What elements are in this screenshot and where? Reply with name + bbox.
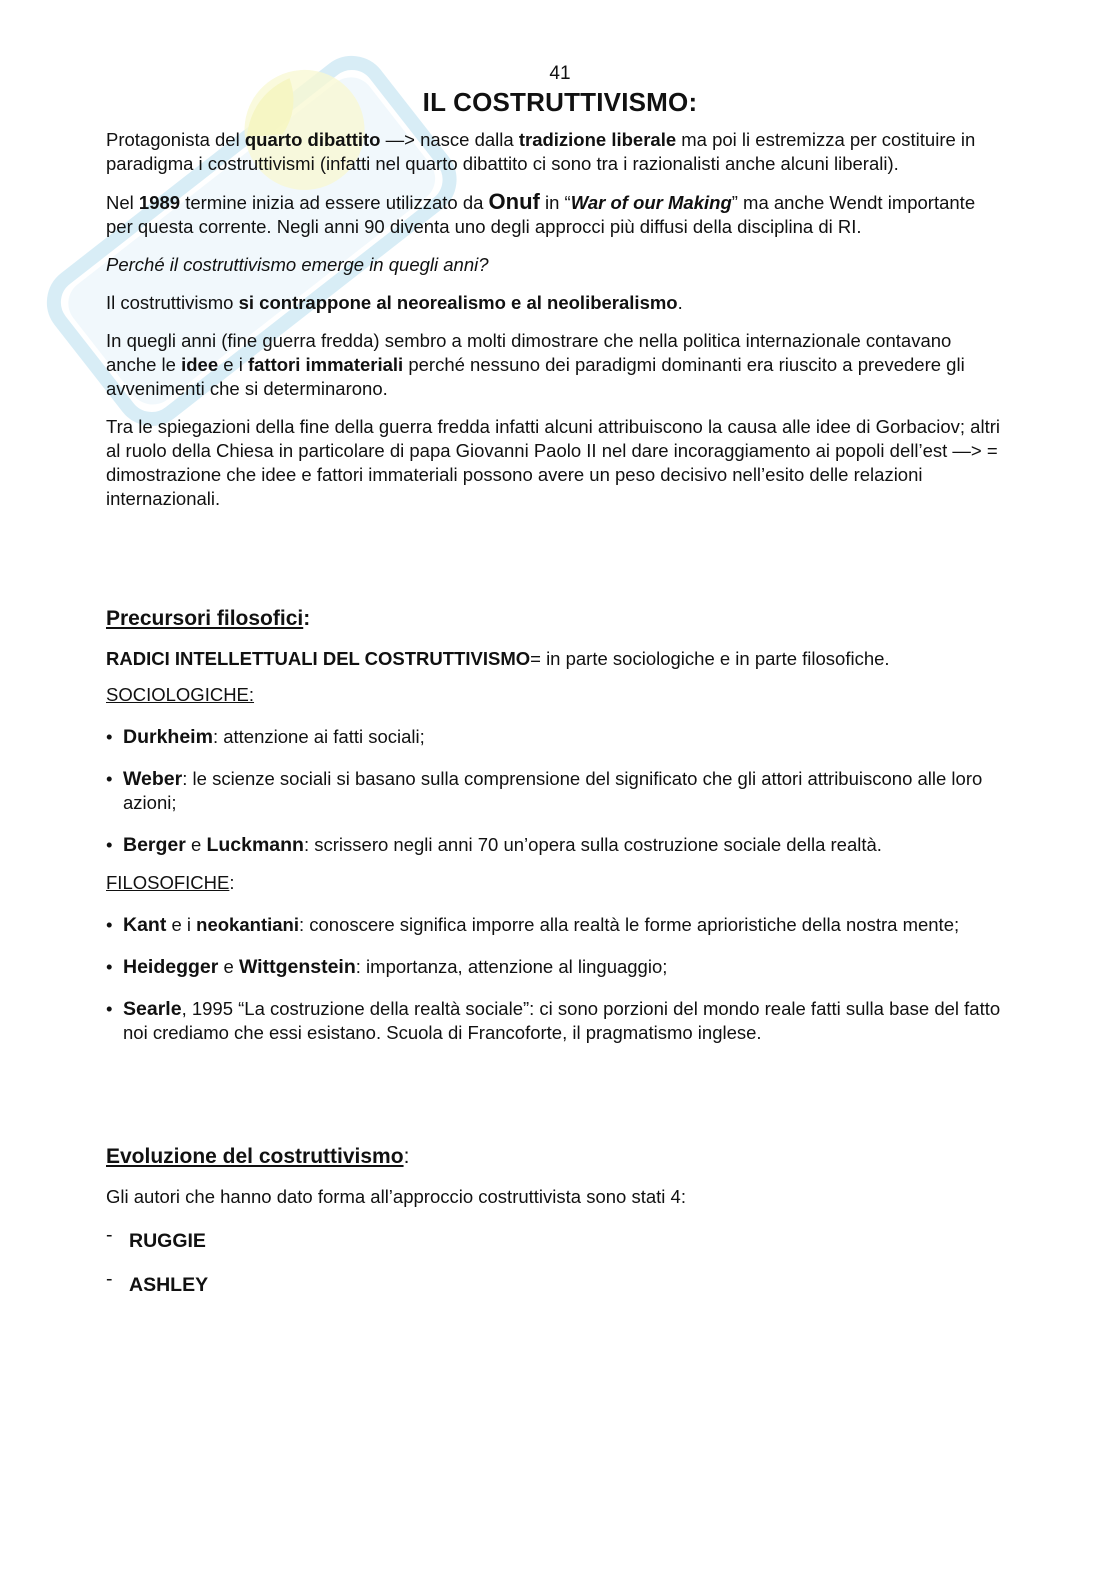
list-item: • Berger e Luckmann: scrissero negli anni 70 un’opera sulla costruzione sociale della realtà. bbox=[106, 833, 1006, 857]
filosofiche-list bbox=[106, 913, 1006, 1045]
list-item: • Durkheim: attenzione ai fatti sociali; bbox=[106, 725, 1006, 749]
section-heading-evoluzione: Evoluzione del costruttivismo: bbox=[106, 1145, 410, 1168]
radici-paragraph: RADICI INTELLETTUALI DEL COSTRUTTIVISMO= in parte sociologiche e in parte filosofiche. bbox=[106, 648, 890, 669]
list-item: - ASHLEY bbox=[106, 1273, 1006, 1297]
list-item: • Searle, 1995 “La costruzione della realtà sociale”: ci sono porzioni del mondo reale fatti sulla base del fatto noi crediamo che essi esistano. Scuola di Francoforte, il pragmatismo inglese. bbox=[106, 997, 1006, 1045]
list-item: • Kant e i neokantiani: conoscere significa imporre alla realtà le forme aprioristiche della nostra mente; bbox=[106, 913, 1006, 937]
document-page bbox=[106, 62, 1006, 1317]
evoluzione-intro: Gli autori che hanno dato forma all’approccio costruttivista sono stati 4: bbox=[106, 1186, 686, 1207]
intro-paragraph-4: Il costruttivismo si contrappone al neorealismo e al neoliberalismo. bbox=[106, 292, 683, 313]
intro-paragraph-6: Tra le spiegazioni della fine della guerra fredda infatti alcuni attribuiscono la causa alle idee di Gorbaciov; altri al ruolo della Chiesa in particolare di papa Giovanni Paolo II nel dare incoraggiamento ai popoli dell’est —> = dimostrazione che idee e fattori immateriali possono avere un peso decisivo nell’esito delle relazioni internazionali. bbox=[106, 416, 1000, 509]
authors-list bbox=[106, 1229, 1006, 1297]
sociologiche-list bbox=[106, 725, 1006, 857]
intro-question: Perché il costruttivismo emerge in quegli anni? bbox=[106, 254, 489, 275]
filosofiche-label: FILOSOFICHE: bbox=[106, 872, 235, 893]
sociologiche-label: SOCIOLOGICHE: bbox=[106, 684, 255, 705]
list-item: • Heidegger e Wittgenstein: importanza, attenzione al linguaggio; bbox=[106, 955, 1006, 979]
page-title: IL COSTRUTTIVISMO: bbox=[422, 87, 698, 117]
intro-paragraph-5: In quegli anni (fine guerra fredda) sembro a molti dimostrare che nella politica internazionale contavano anche le idee e i fattori immateriali perché nessuno dei paradigmi dominanti era riuscito a prevedere gli avvenimenti che si determinarono. bbox=[106, 330, 965, 399]
section-heading-precursori: Precursori filosofici: bbox=[106, 607, 311, 630]
intro-paragraph-2: Nel 1989 termine inizia ad essere utilizzato da Onuf in “War of our Making” ma anche Wendt importante per questa corrente. Negli anni 90 diventa uno degli approcci più diffusi della disciplina di RI. bbox=[106, 189, 976, 237]
list-item: • Weber: le scienze sociali si basano sulla comprensione del significato che gli attori attribuiscono alle loro azioni; bbox=[106, 767, 1006, 815]
page-number: 41 bbox=[549, 63, 571, 84]
list-item: - RUGGIE bbox=[106, 1229, 1006, 1253]
intro-paragraph-1: Protagonista del quarto dibattito —> nasce dalla tradizione liberale ma poi li estremizza per costituire in paradigma i costruttivismi (infatti nel quarto dibattito ci sono tra i razionalisti anche alcuni liberali). bbox=[106, 129, 976, 174]
